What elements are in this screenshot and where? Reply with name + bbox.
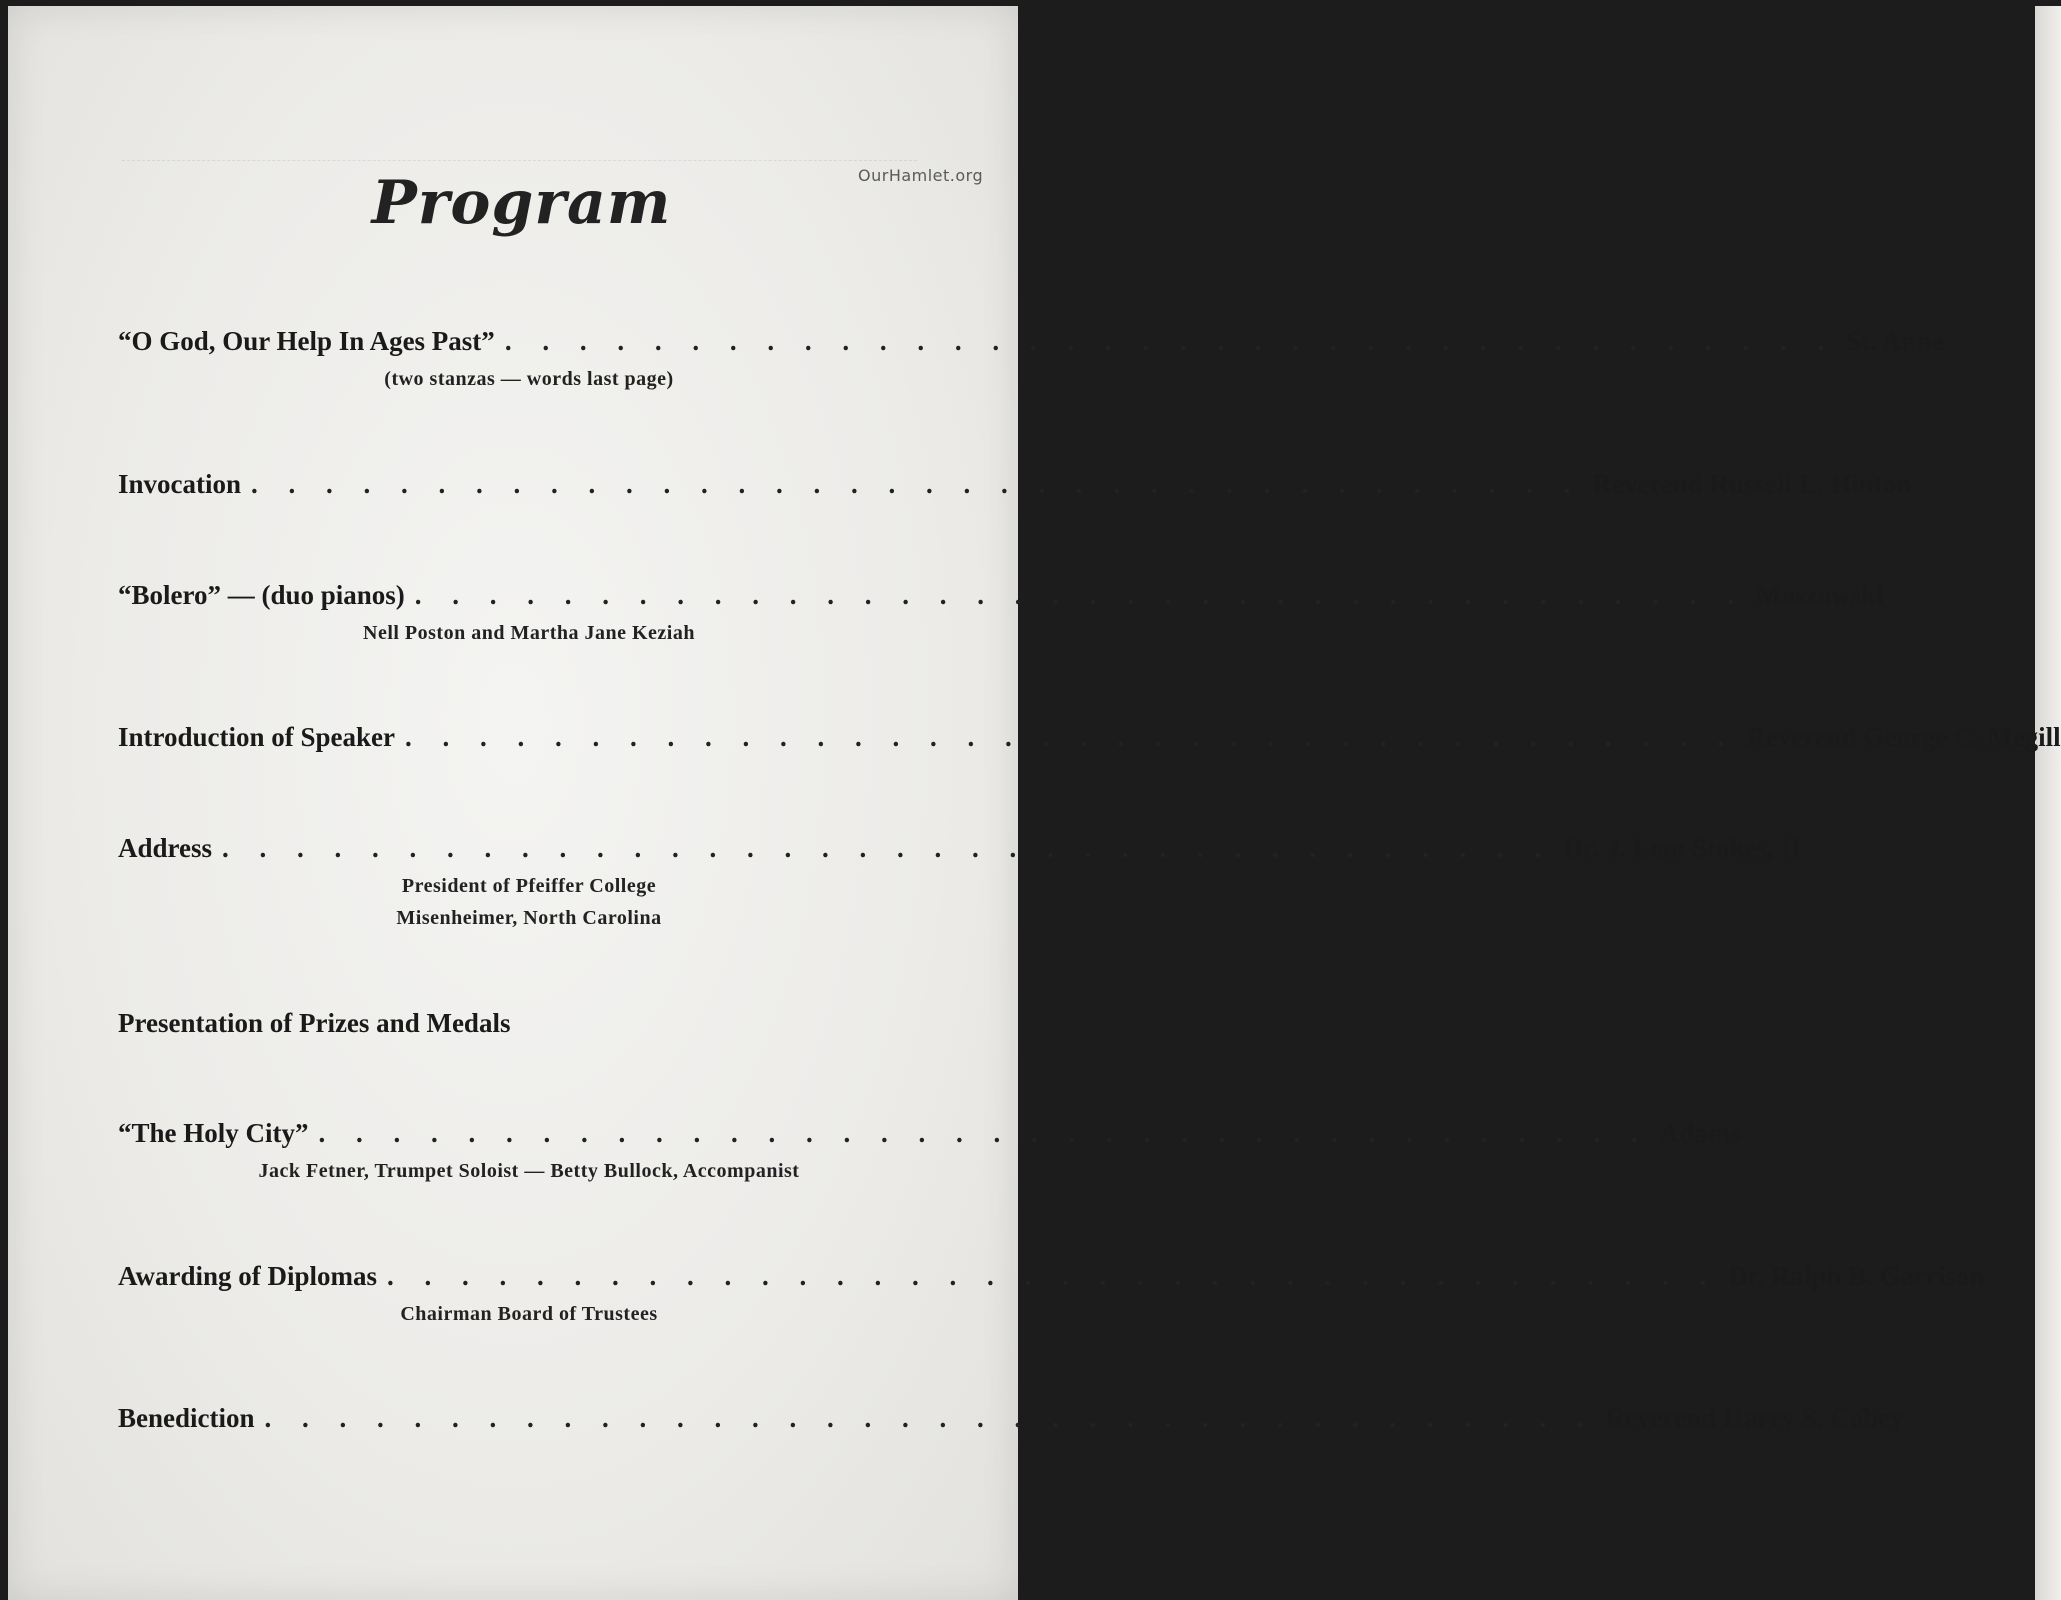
- item-title: Invocation: [118, 469, 242, 499]
- program-item-diplomas: [118, 1261, 1985, 1330]
- item-title: Awarding of Diplomas: [118, 1261, 378, 1291]
- item-title: Benediction: [118, 1403, 255, 1433]
- program-item-bolero: [118, 580, 1884, 649]
- item-note: Chairman Board of Trustees: [400, 1303, 658, 1325]
- program-item-address: [118, 833, 1802, 934]
- item-performer: Dr. J. Lem Stokes, II: [1563, 833, 1802, 863]
- item-note: [118, 870, 940, 934]
- item-performer: Reverend Harry S. Cobey: [1605, 1403, 1904, 1433]
- item-performer: St. Anne: [1846, 326, 1944, 356]
- program-item-holy-city: [118, 1118, 1741, 1187]
- item-performer: Adams: [1659, 1118, 1741, 1148]
- item-performer: Reverend Russell L. Hinton: [1592, 469, 1912, 499]
- leader-dots: . . . . . . . . . . . . . . . . . . . . . . . . . . . . . . . . . . . .: [414, 580, 1747, 610]
- item-performer: Reverend George C. Megill: [1746, 722, 2061, 752]
- leader-dots: . . . . . . . . . . . . . . . . . . . . . . . . . . . . . . . . . . . .: [251, 469, 1583, 499]
- item-title: Introduction of Speaker: [118, 722, 396, 752]
- item-title: “Bolero” — (duo pianos): [118, 580, 405, 610]
- program-item-hymn: [118, 326, 1944, 395]
- item-title: “O God, Our Help In Ages Past”: [118, 326, 495, 356]
- leader-dots: . . . . . . . . . . . . . . . . . . . . . . . . . . . . . . . . . . . .: [405, 722, 1737, 752]
- item-note: Nell Poston and Martha Jane Keziah: [363, 622, 695, 644]
- item-performer: Moszowski: [1756, 580, 1884, 610]
- item-note: (two stanzas — words last page): [384, 368, 674, 390]
- leader-dots: . . . . . . . . . . . . . . . . . . . . . . . . . . . . . . . . . . . .: [222, 833, 1554, 863]
- item-title: Address: [118, 833, 213, 863]
- item-note: Jack Fetner, Trumpet Soloist — Betty Bullock, Accompanist: [258, 1160, 800, 1182]
- item-title: Presentation of Prizes and Medals: [118, 1008, 511, 1038]
- leader-dots: . . . . . . . . . . . . . . . . . . . . . . . . . . . . . . . . . . . .: [504, 326, 1837, 356]
- program-item-introduction: [118, 722, 2061, 753]
- page-title: Program: [371, 168, 672, 238]
- item-note-line: President of Pfeiffer College: [401, 875, 657, 897]
- page-edge: [2035, 6, 2061, 1600]
- item-note-line: Misenheimer, North Carolina: [396, 907, 662, 929]
- program-item-prizes: [118, 1008, 940, 1039]
- watermark: OurHamlet.org: [858, 166, 984, 185]
- item-title: “The Holy City”: [118, 1118, 309, 1148]
- leader-dots: . . . . . . . . . . . . . . . . . . . . . . . . . . . . . . . . . . . .: [387, 1261, 1719, 1291]
- program-item-invocation: [118, 469, 1912, 500]
- item-performer: Dr. Ralph B. Garrison: [1728, 1261, 1985, 1291]
- leader-dots: . . . . . . . . . . . . . . . . . . . . . . . . . . . . . . . . . . . .: [264, 1403, 1596, 1433]
- faint-frame: [122, 160, 917, 1241]
- leader-dots: . . . . . . . . . . . . . . . . . . . . . . . . . . . . . . . . . . . .: [318, 1118, 1650, 1148]
- program-item-benediction: [118, 1403, 1904, 1434]
